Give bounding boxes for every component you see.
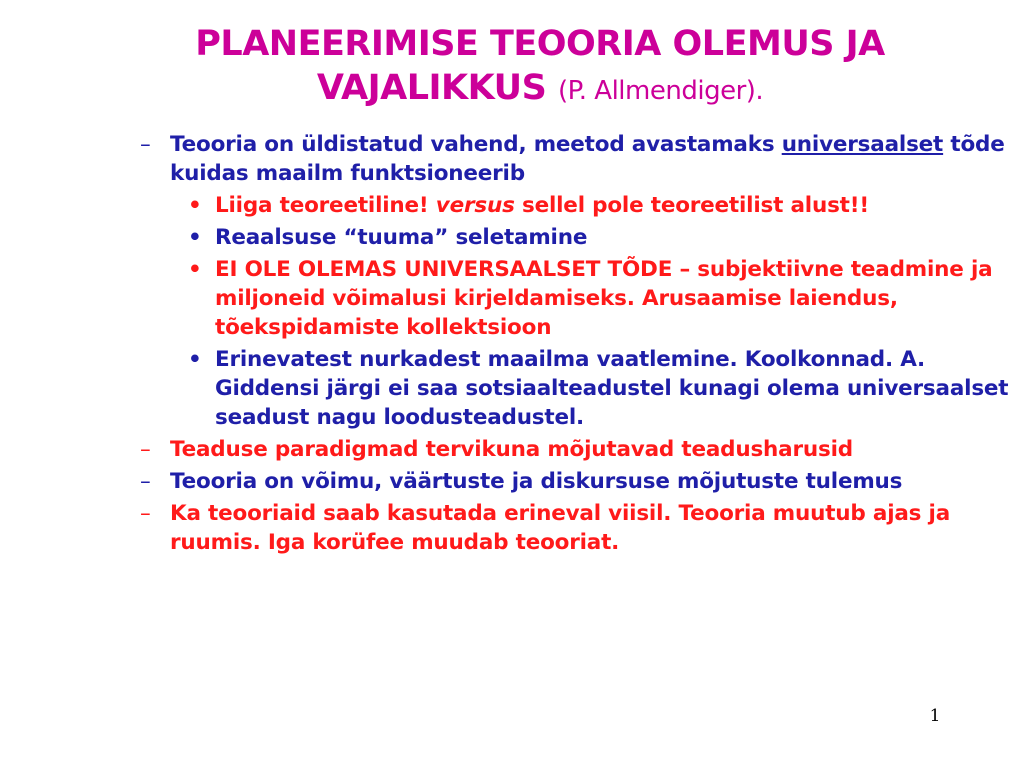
dash-marker: – [140,132,151,157]
title-main-part: VAJALIKKUS [316,68,547,108]
title-line-2 [60,66,1020,113]
item-text: tõde kuidas maailm funktsioneerib [170,132,1005,186]
title-line-1: PLANEERIMISE TEOORIA OLEMUS JA [195,24,885,64]
dash-marker: – [140,469,151,494]
bullet-marker: • [188,225,202,250]
bullet-marker: • [188,347,202,372]
bullet-item-reality-core [130,223,1010,252]
dash-item-theories-usage [130,499,1010,557]
sub-item-text: EI OLE OLEMAS UNIVERSAALSET TÕDE – subjektiivne teadmine ja miljoneid võimalusi kirjeldamiseks. Arusaamise laiendus, tõekspidamiste kollektsioon [215,257,993,340]
sub-item-text: Liiga teoreetiline! [215,193,436,218]
title-author: (P. Allmendiger). [558,76,764,106]
dash-item-power-values [130,467,1010,496]
item-text: Teaduse paradigmad tervikuna mõjutavad teadusharusid [170,437,853,462]
item-text-underlined: universaalset [781,132,944,157]
slide-content [130,130,1010,560]
item-text: Ka teooriaid saab kasutada erineval viisil. Teooria muutub ajas ja ruumis. Iga korüfee muudab teooriat. [170,501,951,555]
sub-item-text-italic: versus [435,193,515,218]
bullet-item-too-theoretical [130,191,1010,220]
dash-item-paradigms [130,435,1010,464]
bullet-marker: • [188,193,202,218]
sub-item-text: Erinevatest nurkadest maailma vaatlemine. Koolkonnad. A. Giddensi järgi ei saa sotsiaalteadustel kunagi olema universaalset seadust nagu loodusteadustel. [215,347,1009,430]
bullet-marker: • [188,257,202,282]
page-number: 1 [929,706,941,726]
item-text: Teooria on võimu, väärtuste ja diskursuse mõjutuste tulemus [170,469,903,494]
sub-item-text: sellel pole teoreetilist alust!! [514,193,869,218]
slide-title [60,22,1020,113]
dash-marker: – [140,437,151,462]
bullet-item-no-universal-truth [130,255,1010,342]
bullet-item-perspectives [130,345,1010,432]
sub-item-text: Reaalsuse “tuuma” seletamine [215,225,588,250]
dash-marker: – [140,501,151,526]
item-text: Teooria on üldistatud vahend, meetod avastamaks [170,132,782,157]
dash-item-theory-tool [130,130,1010,188]
